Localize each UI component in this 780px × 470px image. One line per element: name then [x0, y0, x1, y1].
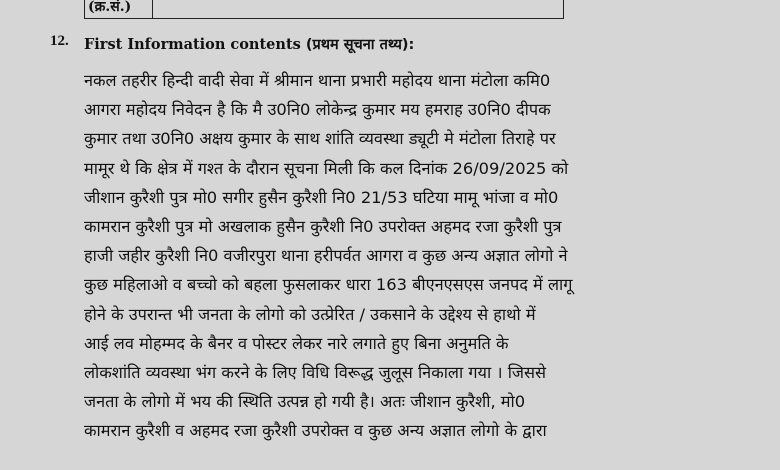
text-line: हाजी जहीर कुरैशी नि0 वजीरपुरा थाना हरीपर्वत आगरा व कुछ अन्य अज्ञात लोगो ने	[84, 246, 568, 266]
text-line: होने के उपरान्त भी जनता के लोगो को उत्प्रेरित / उकसाने के उद्देश्य से हाथो में	[84, 304, 536, 324]
text-line: नकल तहरीर हिन्दी वादी सेवा में श्रीमान थाना प्रभारी महोदय थाना मंटोला कमि0	[84, 71, 551, 90]
section-title-hindi: (प्रथम सूचना तथ्य):	[305, 37, 415, 53]
text-line: जीशान कुरैशी पुत्र मो0 सगीर हुसैन कुरैशी नि0 21/53 घटिया मामू भांजा व मो0	[84, 187, 559, 207]
first-information-text	[84, 66, 764, 445]
section-number: 12.	[50, 33, 69, 49]
section-title-english: First Information contents	[84, 36, 301, 53]
text-line: कामरान कुरैशी व अहमद रजा कुरैशी उपरोक्त व कुछ अन्य अज्ञात लोगो के द्वारा	[84, 421, 547, 441]
section-title	[84, 34, 414, 54]
text-line: लोकशांति व्यवस्था भंग करने के लिए विधि विरूद्ध जुलूस निकाला गया । जिससे	[84, 362, 547, 382]
table-cell-serial: (क्र.सं.)	[85, 0, 153, 18]
top-table-fragment	[84, 0, 564, 19]
text-line: आगरा महोदय निवेदन है कि मै उ0नि0 लोकेन्द्र कुमार मय हमराह उ0नि0 दीपक	[84, 100, 551, 120]
text-line: कुमार तथा उ0नि0 अक्षय कुमार के साथ शांति व्यवस्था ड्यूटी मे मंटोला तिराहे पर	[84, 129, 556, 149]
text-line: कुछ महिलाओ व बच्चो को बहला फुसलाकर धारा 163 बीएनएसएस जनपद में लागू	[84, 275, 573, 295]
text-line: कामरान कुरैशी पुत्र मो अखलाक हुसैन कुरैशी नि0 उपरोक्त अहमद रजा कुरैशी पुत्र	[84, 216, 562, 236]
text-line: जनता के लोगो में भय की स्थिति उत्पन्न हो गयी है। अतः जीशान कुरैशी, मो0	[84, 392, 526, 412]
text-line: आई लव मोहम्मद के बैनर व पोस्टर लेकर नारे लगाते हुए बिना अनुमति के	[84, 333, 509, 353]
text-line: मामूर थे कि क्षेत्र में गश्त के दौरान सूचना मिली कि कल दिनांक 26/09/2025 को	[84, 158, 569, 178]
